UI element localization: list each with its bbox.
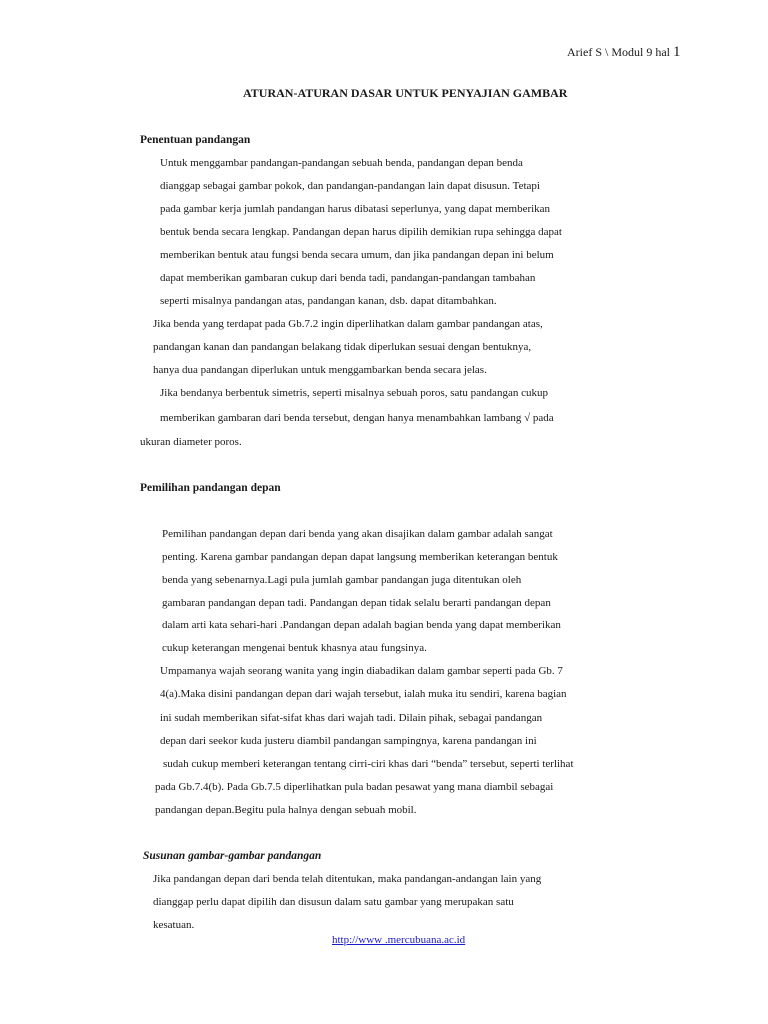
paragraph-line: 4(a).Maka disini pandangan depan dari wajah tersebut, ialah muka itu sendiri, karena bagian	[160, 688, 567, 700]
paragraph-line: sudah cukup memberi keterangan tentang cirri-ciri khas dari “benda” tersebut, seperti terlihat	[163, 758, 574, 770]
paragraph-line: memberikan gambaran dari benda tersebut, dengan hanya menambahkan lambang √ pada	[160, 412, 554, 424]
paragraph-line: dalam arti kata sehari-hari .Pandangan depan adalah bagian benda yang dapat memberikan	[162, 619, 561, 631]
paragraph-line: ini sudah memberikan sifat-sifat khas dari wajah tadi. Dilain pihak, sebagai pandangan	[160, 712, 543, 724]
paragraph-line: seperti misalnya pandangan atas, pandangan kanan, dsb. dapat ditambahkan.	[160, 295, 497, 307]
paragraph-line: Jika pandangan depan dari benda telah ditentukan, maka pandangan-andangan lain yang	[153, 873, 542, 885]
paragraph-line: cukup keterangan mengenai bentuk khasnya atau fungsinya.	[162, 642, 427, 654]
paragraph-line: Umpamanya wajah seorang wanita yang ingin diabadikan dalam gambar seperti pada Gb. 7	[160, 665, 563, 677]
section-heading-susunan: Susunan gambar-gambar pandangan	[143, 850, 322, 862]
paragraph-line: pada gambar kerja jumlah pandangan harus dibatasi seperlunya, yang dapat memberikan	[160, 203, 551, 215]
paragraph-line: penting. Karena gambar pandangan depan dapat langsung memberikan keterangan bentuk	[162, 551, 558, 563]
paragraph-line: ukuran diameter poros.	[140, 436, 242, 448]
page-number: 1	[673, 44, 681, 60]
paragraph-line: gambaran pandangan depan tadi. Pandangan depan tidak selalu berarti pandangan depan	[162, 597, 551, 609]
paragraph-line: Jika benda yang terdapat pada Gb.7.2 ingin diperlihatkan dalam gambar pandangan atas,	[153, 318, 543, 330]
paragraph-line: Jika bendanya berbentuk simetris, seperti misalnya sebuah poros, satu pandangan cukup	[160, 387, 548, 399]
paragraph-line: dapat memberikan gambaran cukup dari benda tadi, pandangan-pandangan tambahan	[160, 272, 536, 284]
header-text: Arief S \ Modul 9 hal	[567, 45, 670, 59]
section-heading-penentuan: Penentuan pandangan	[140, 134, 251, 146]
paragraph-line: Pemilihan pandangan depan dari benda yang akan disajikan dalam gambar adalah sangat	[162, 528, 553, 540]
paragraph-line: pandangan kanan dan pandangan belakang tidak diperlukan sesuai dengan bentuknya,	[153, 341, 532, 353]
paragraph-line: kesatuan.	[153, 919, 195, 931]
paragraph-line: hanya dua pandangan diperlukan untuk menggambarkan benda secara jelas.	[153, 364, 487, 376]
paragraph-line: benda yang sebenarnya.Lagi pula jumlah gambar pandangan juga ditentukan oleh	[162, 574, 522, 586]
section-heading-pemilihan: Pemilihan pandangan depan	[140, 482, 281, 494]
paragraph-line: dianggap sebagai gambar pokok, dan pandangan-pandangan lain dapat disusun. Tetapi	[160, 180, 540, 192]
paragraph-line: dianggap perlu dapat dipilih dan disusun dalam satu gambar yang merupakan satu	[153, 896, 514, 908]
paragraph-line: Untuk menggambar pandangan-pandangan sebuah benda, pandangan depan benda	[160, 157, 523, 169]
footer-link[interactable]: http://www .mercubuana.ac.id	[332, 934, 466, 946]
paragraph-line: depan dari seekor kuda justeru diambil pandangan sampingnya, karena pandangan ini	[160, 735, 537, 747]
paragraph-line: memberikan bentuk atau fungsi benda secara umum, dan jika pandangan depan ini belum	[160, 249, 554, 261]
paragraph-line: pada Gb.7.4(b). Pada Gb.7.5 diperlihatkan pula badan pesawat yang mana diambil sebagai	[155, 781, 554, 793]
paragraph-line: pandangan depan.Begitu pula halnya dengan sebuah mobil.	[155, 804, 417, 816]
document-title: ATURAN-ATURAN DASAR UNTUK PENYAJIAN GAMBAR	[243, 86, 568, 100]
paragraph-line: bentuk benda secara lengkap. Pandangan depan harus dipilih demikian rupa sehingga dapat	[160, 226, 562, 238]
page-header	[567, 44, 681, 61]
